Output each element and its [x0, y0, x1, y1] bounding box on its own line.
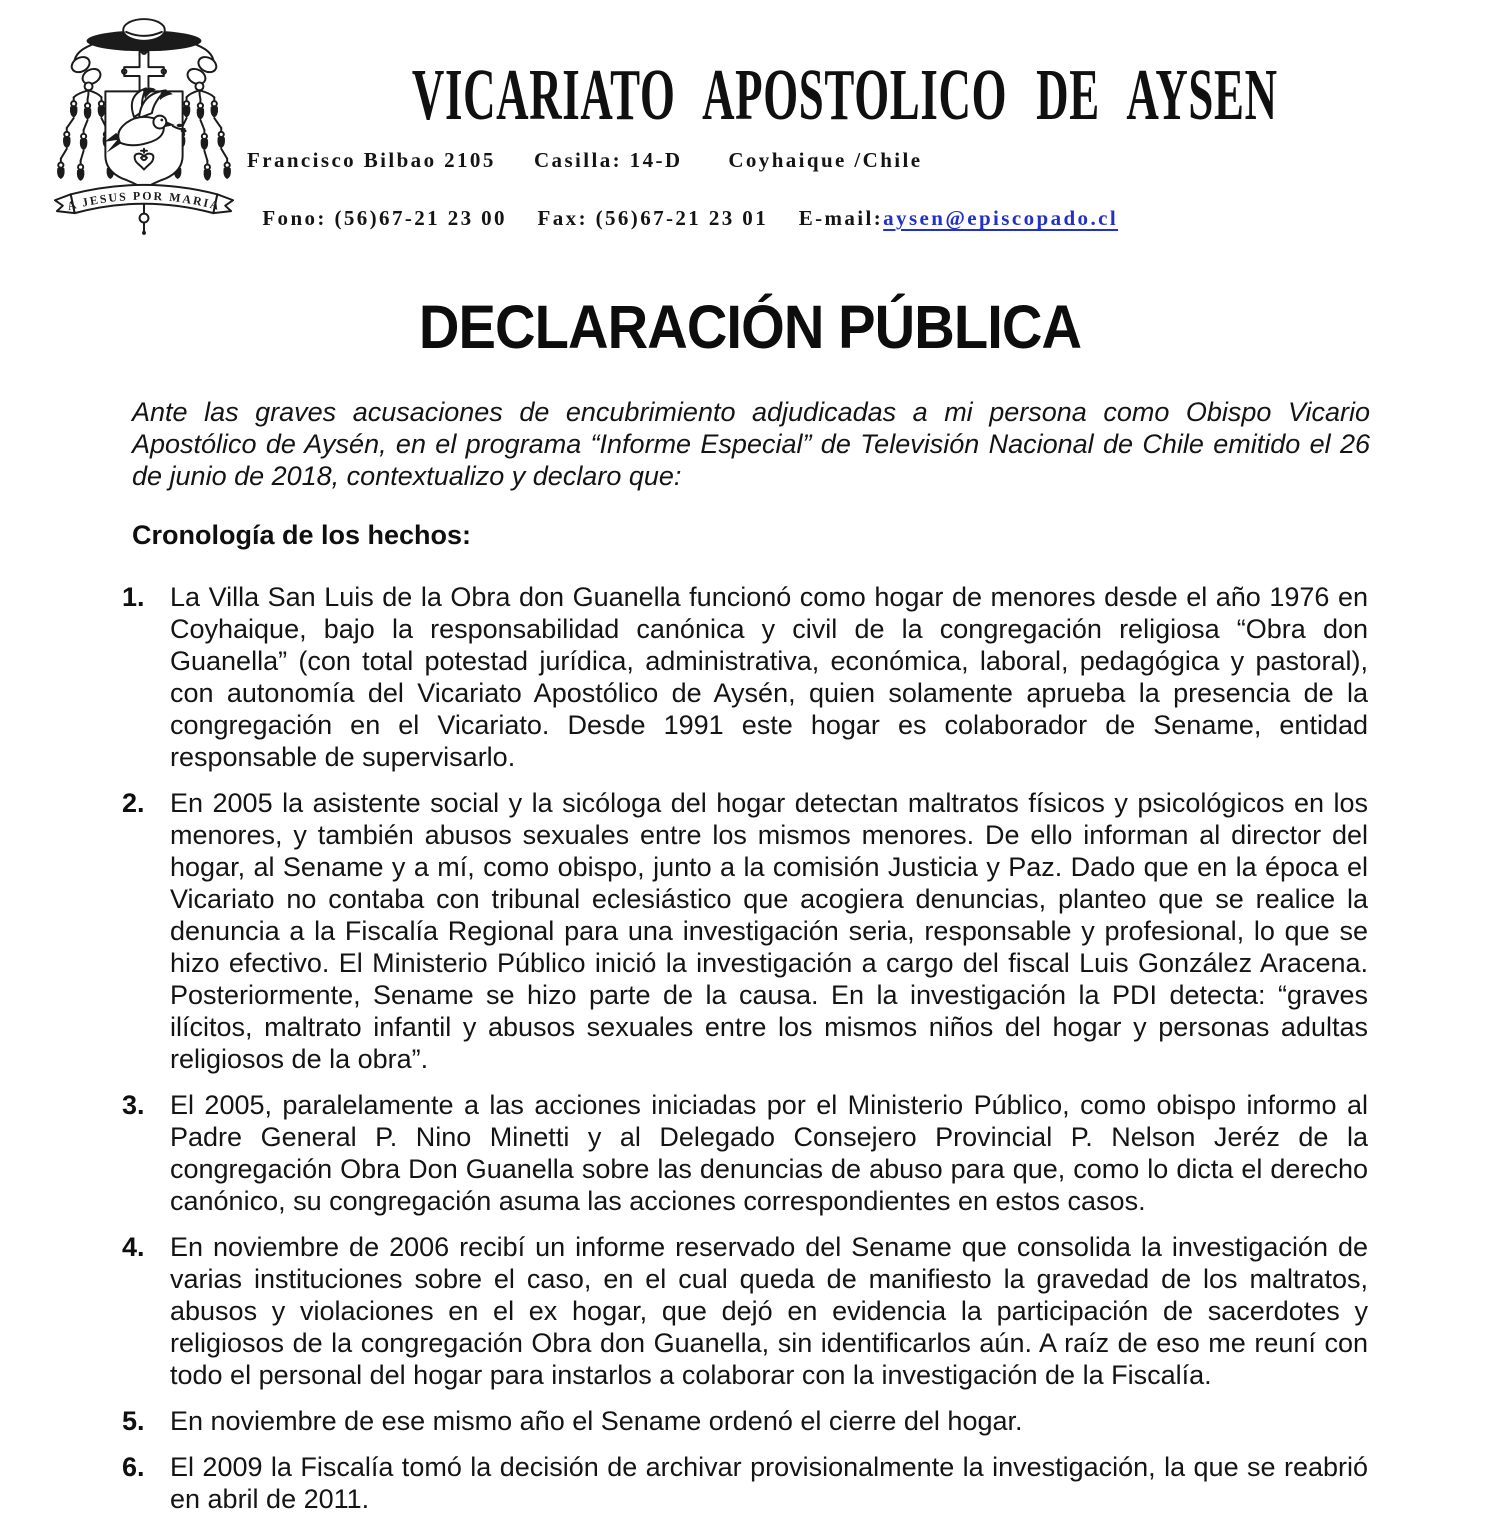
- galero-hat-icon: [87, 19, 202, 51]
- list-item: [122, 1451, 1368, 1515]
- episcopal-crest: [45, 12, 243, 238]
- list-item-text: El 2009 la Fiscalía tomó la decisión de archivar provisionalmente la investigación, la que se reabrió en abril de 2011.: [170, 1452, 1368, 1514]
- section-heading: Cronología de los hechos:: [132, 520, 472, 550]
- list-item-text: En noviembre de ese mismo año el Sename ordenó el cierre del hogar.: [170, 1406, 1023, 1436]
- list-item-text: En 2005 la asistente social y la sicóloga del hogar detectan maltratos físicos y psicológicos en los menores, y también abusos sexuales entre los mismos menores. De ello informan al director del hogar, al Sename y a mí, como obispo, junto a la comisión Justicia y Paz. Dado que en la época el Vicariato no contaba con tribunal eclesiástico que acogiera denuncias, planteo que se realice la denuncia a la Fiscalía Regional para una investigación seria, responsable y profesional, lo que se hizo efectivo. El Ministerio Público inició la investigación a cargo del fiscal Luis González Aracena. Posteriormente, Sename se hizo parte de la causa. En la investigación la PDI detecta: “graves ilícitos, maltrato infantil y abusos sexuales entre los mismos niños del hogar y personas adultas religiosos de la obra”.: [170, 788, 1368, 1074]
- list-item-number: 5.: [122, 1406, 145, 1436]
- org-name: VICARIATO APOSTOLICO DE AYSEN: [411, 52, 1278, 135]
- address-line: Francisco Bilbao 2105 Casilla: 14-D Coyhaique /Chile: [247, 148, 923, 172]
- contact-line: [247, 176, 1118, 232]
- list-item-text: La Villa San Luis de la Obra don Guanella funcionó como hogar de menores desde el año 1976 en Coyhaique, bajo la responsabilidad canónica y civil de la congregación religiosa “Obra don Guanella” (con total potestad jurídica, administrativa, económica, laboral, pedagógica y pastoral), con autonomía del Vicariato Apostólico de Aysén, quien solamente aprueba la presencia de la congregación en el Vicariato. Desde 1991 este hogar es colaborador de Sename, entidad responsable de supervisarlo.: [170, 582, 1368, 772]
- list-item-number: 1.: [122, 582, 145, 612]
- page-title: DECLARACIÓN PÚBLICA: [418, 293, 1082, 361]
- list-item: [122, 787, 1368, 1075]
- list-item-number: 3.: [122, 1090, 145, 1120]
- list-item: [122, 1405, 1368, 1437]
- phone-fax-label: Fono: (56)67-21 23 00 Fax: (56)67-21 23 01 E-mail:: [262, 206, 884, 230]
- list-item-text: El 2005, paralelamente a las acciones iniciadas por el Ministerio Público, como obispo informo al Padre General P. Nino Minetti y al Delegado Consejero Provincial P. Nelson Jeréz de la congregación Obra Don Guanella sobre las denuncias de abuso para que, como lo dicta el derecho canónico, su congregación asuma las acciones correspondientes en estos casos.: [170, 1090, 1368, 1216]
- email-link[interactable]: aysen@episcopado.cl: [883, 206, 1119, 230]
- intro-paragraph: Ante las graves acusaciones de encubrimiento adjudicadas a mi persona como Obispo Vicario Apostólico de Aysén, en el programa “Informe Especial” de Televisión Nacional de Chile emitido el 26 de junio de 2018, contextualizo y declaro que:: [132, 397, 1370, 491]
- list-item: [122, 1089, 1368, 1217]
- list-item-text: En noviembre de 2006 recibí un informe reservado del Sename que consolida la investigación de varias instituciones sobre el caso, en el cual queda de manifiesto la gravedad de los maltratos, abusos y violaciones en el ex hogar, que dejó en evidencia la participación de sacerdotes y religiosos de la congregación Obra don Guanella, sin identificarlos aún. A raíz de eso me reuní con todo el personal del hogar para instarlos a colaborar con la investigación de la Fiscalía.: [170, 1232, 1368, 1390]
- list-item-number: 2.: [122, 788, 145, 818]
- list-item: [122, 1231, 1368, 1391]
- list-item: [122, 581, 1368, 773]
- chronology-list: [122, 581, 1368, 1529]
- list-item-number: 6.: [122, 1452, 145, 1482]
- list-item-number: 4.: [122, 1232, 145, 1262]
- crest-motto: A JESUS POR MARIA: [65, 188, 223, 214]
